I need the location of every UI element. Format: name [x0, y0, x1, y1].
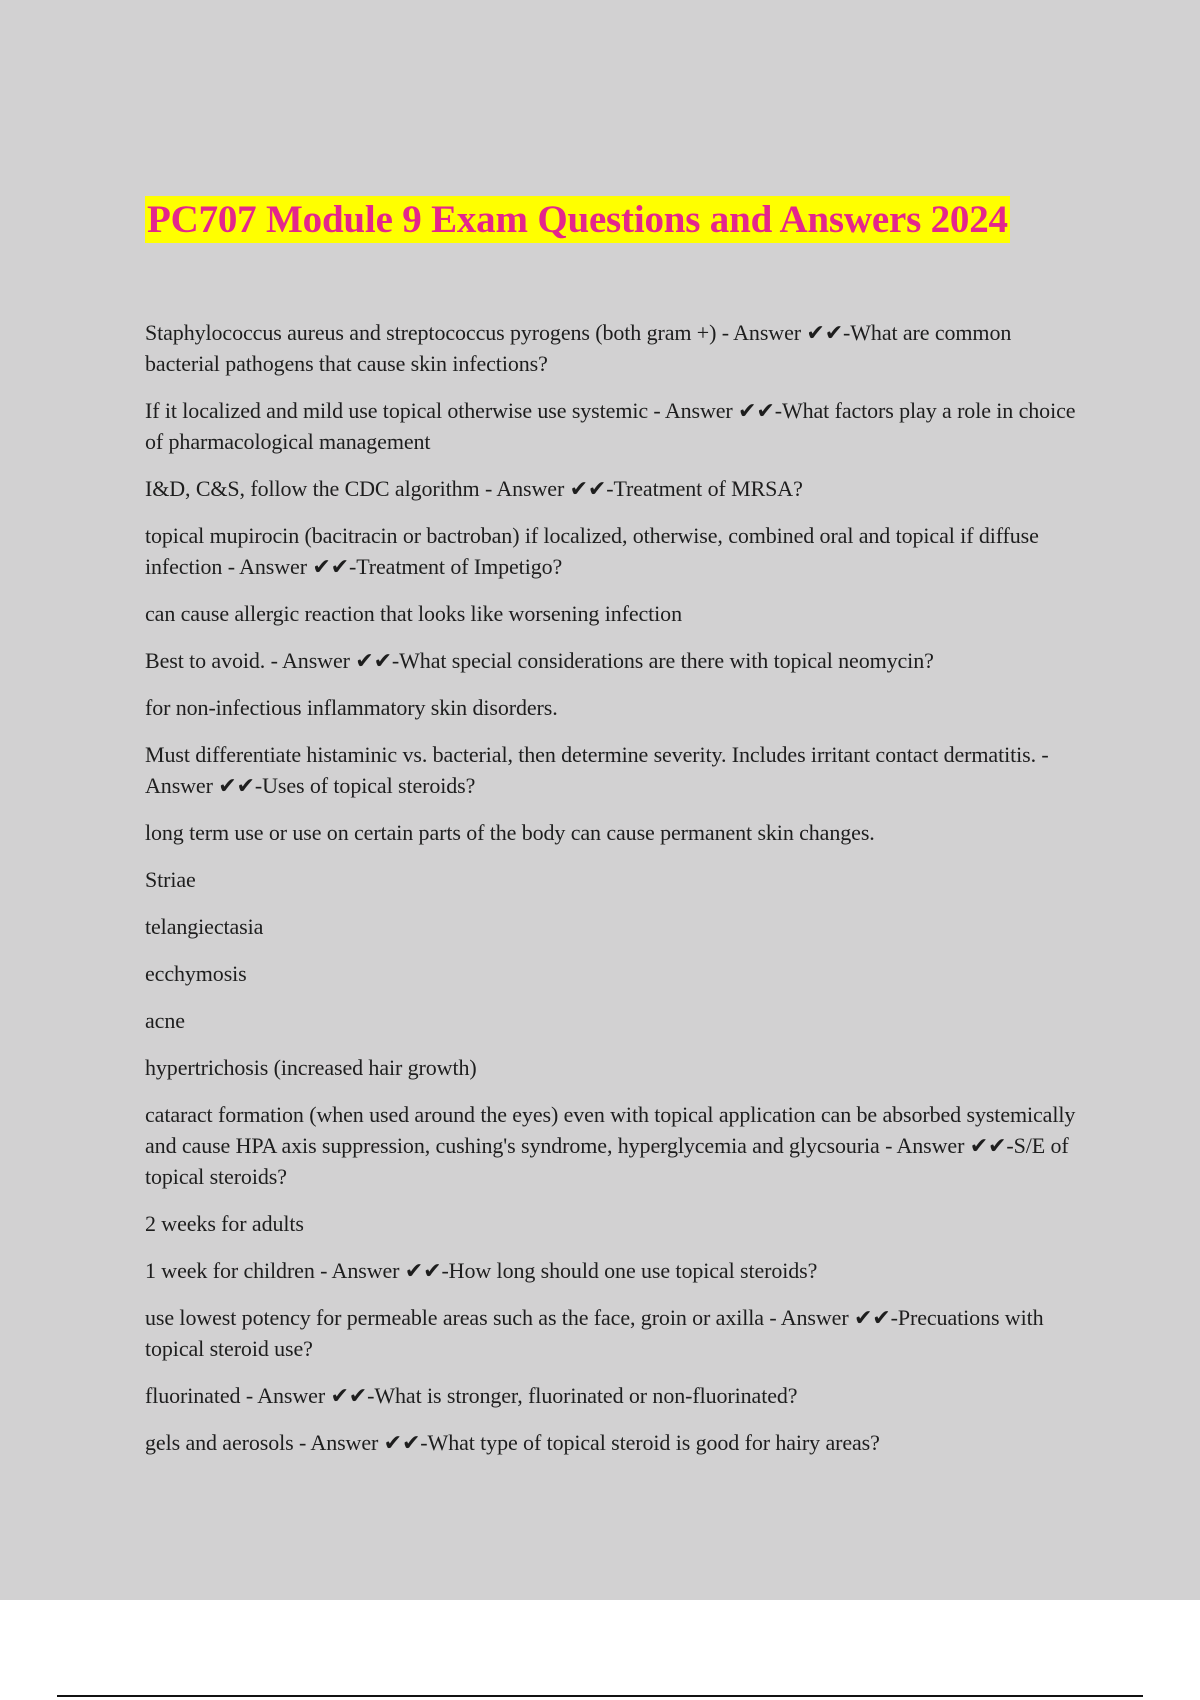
footer-divider — [57, 1695, 1143, 1697]
qa-entry: for non-infectious inflammatory skin disorders. — [145, 695, 558, 721]
qa-entry: ecchymosis — [145, 961, 247, 987]
qa-entry: gels and aerosols - Answer ✔✔-What type of topical steroid is good for hairy areas? — [145, 1430, 880, 1456]
qa-entry: can cause allergic reaction that looks like worsening infection — [145, 601, 682, 627]
qa-entry: long term use or use on certain parts of the body can cause permanent skin changes. — [145, 820, 875, 846]
qa-entry: Best to avoid. - Answer ✔✔-What special considerations are there with topical neomycin? — [145, 648, 934, 674]
qa-entry: 1 week for children - Answer ✔✔-How long should one use topical steroids? — [145, 1258, 818, 1284]
qa-entry: use lowest potency for permeable areas such as the face, groin or axilla - Answer ✔✔-Precuations with topical steroid use? — [145, 1305, 1044, 1362]
qa-list — [145, 317, 1090, 1458]
qa-entry: Striae — [145, 867, 196, 893]
qa-entry: Must differentiate histaminic vs. bacterial, then determine severity. Includes irritant contact dermatitis. - Answer ✔✔-Uses of topical steroids? — [145, 742, 1049, 799]
qa-entry: I&D, C&S, follow the CDC algorithm - Answer ✔✔-Treatment of MRSA? — [145, 476, 803, 502]
qa-entry: Staphylococcus aureus and streptococcus pyrogens (both gram +) - Answer ✔✔-What are common bacterial pathogens that cause skin infections? — [145, 320, 1012, 377]
qa-entry: 2 weeks for adults — [145, 1211, 304, 1237]
qa-entry: If it localized and mild use topical otherwise use systemic - Answer ✔✔-What factors play a role in choice of pharmacological management — [145, 398, 1076, 455]
qa-entry: topical mupirocin (bacitracin or bactroban) if localized, otherwise, combined oral and topical if diffuse infection - Answer ✔✔-Treatment of Impetigo? — [145, 523, 1039, 580]
document-content — [145, 170, 1090, 1474]
qa-entry: hypertrichosis (increased hair growth) — [145, 1055, 477, 1081]
qa-entry: acne — [145, 1008, 185, 1034]
qa-entry: cataract formation (when used around the eyes) even with topical application can be absorbed systemically and cause HPA axis suppression, cushing's syndrome, hyperglycemia and glycsouria - Answer ✔✔-S/E of topical steroids? — [145, 1102, 1076, 1190]
document-title: PC707 Module 9 Exam Questions and Answers 2024 — [147, 198, 1008, 242]
qa-entry: fluorinated - Answer ✔✔-What is stronger, fluorinated or non-fluorinated? — [145, 1383, 798, 1409]
title-wrapper — [145, 170, 1090, 269]
qa-entry: telangiectasia — [145, 914, 264, 940]
